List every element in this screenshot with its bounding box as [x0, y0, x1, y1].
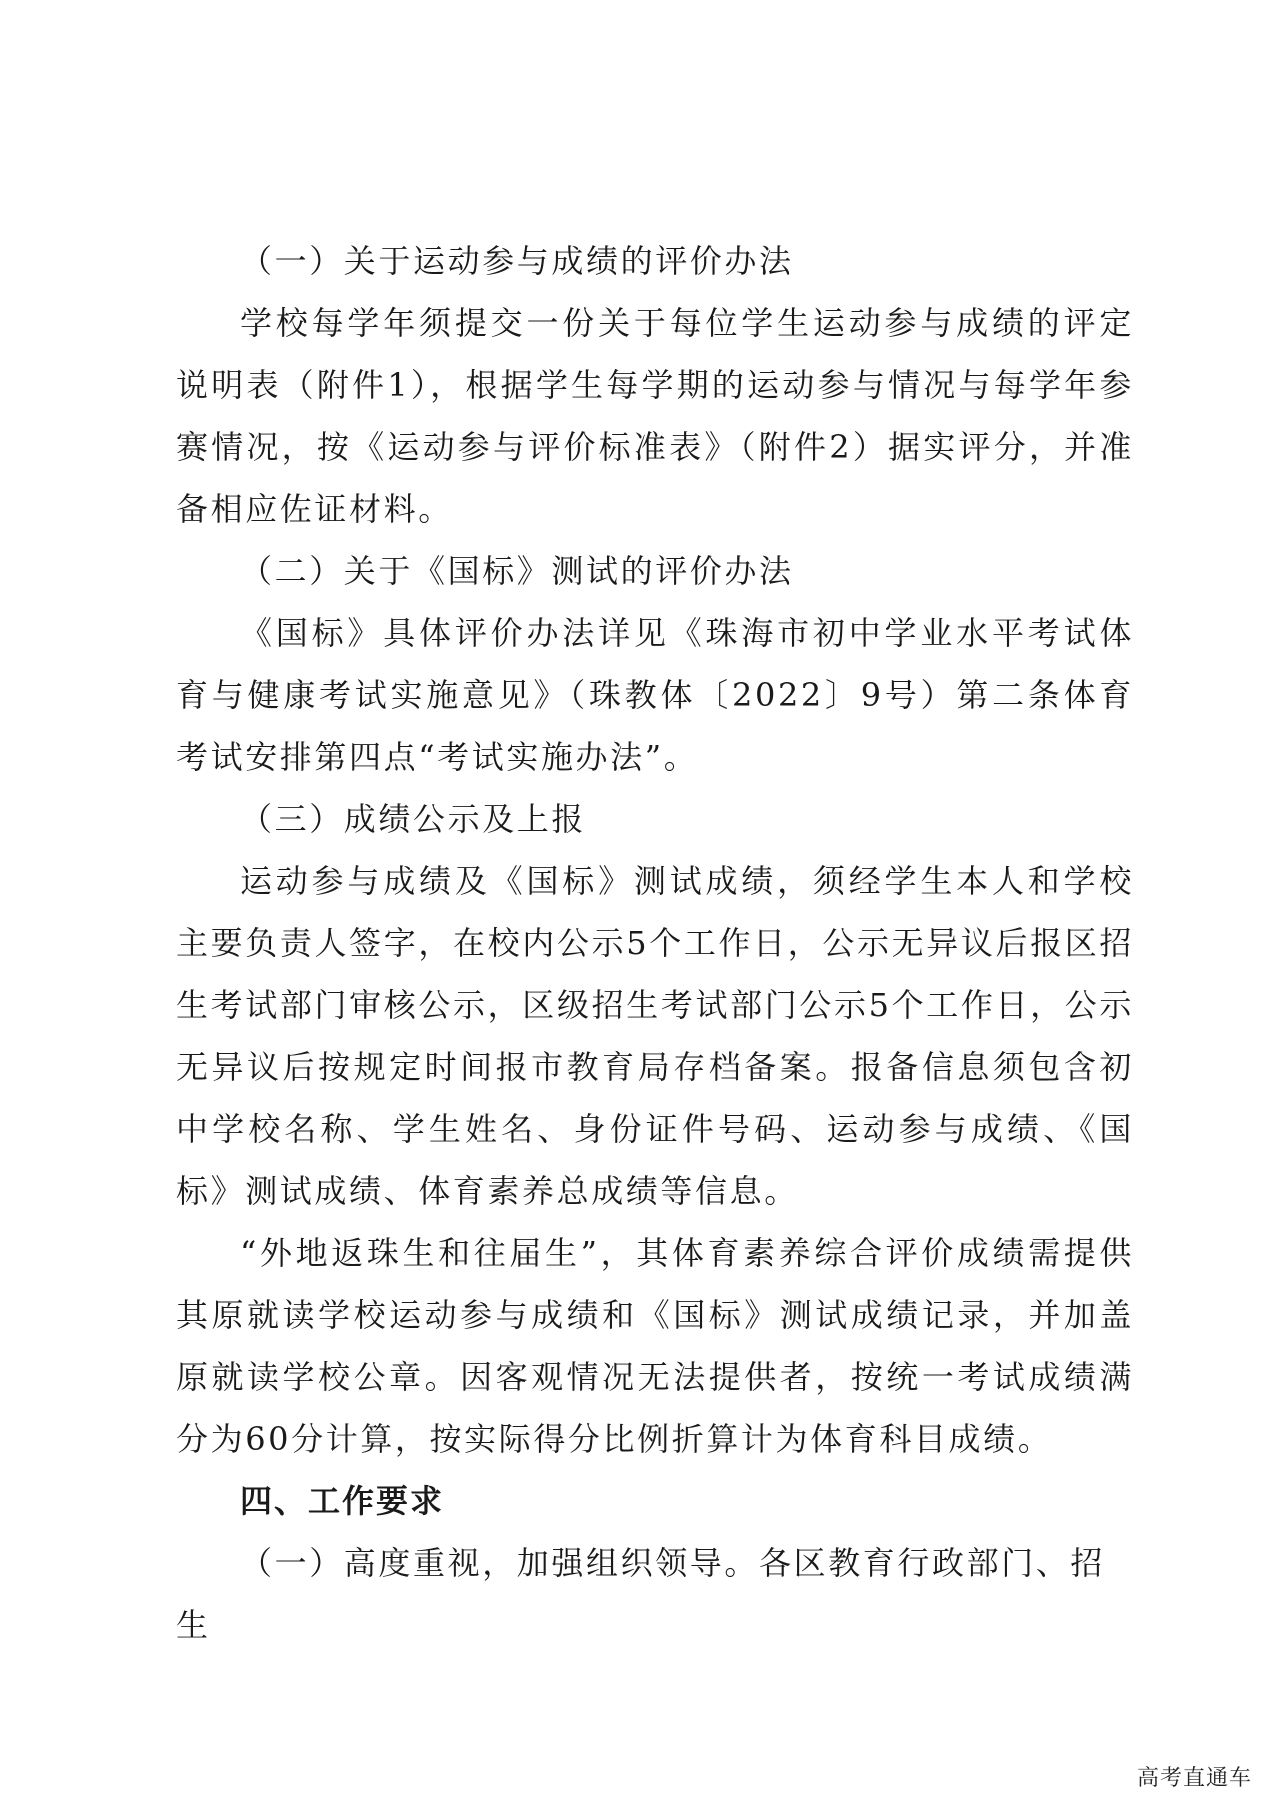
section-heading-work-requirements: 四、工作要求 [240, 1482, 445, 1520]
document-body [176, 230, 1134, 1656]
subheading-score-publicity: （三）成绩公示及上报 [240, 800, 587, 838]
subheading-leadership: （一）高度重视，加强组织领导。各区教育行政部门、招生 [176, 1544, 1106, 1644]
paragraph-returning-students: “外地返珠生和往届生”，其体育素养综合评价成绩需提供其原就读学校运动参与成绩和《国标》测试成绩记录，并加盖原就读学校公章。因客观情况无法提供者，按统一考试成绩满分为60分计算，按实际得分比例折算计为体育科目成绩。 [176, 1234, 1134, 1458]
subheading-sports-participation: （一）关于运动参与成绩的评价办法 [240, 242, 794, 280]
watermark-text: 高考直通车 [1136, 1766, 1252, 1791]
paragraph-sports-participation: 学校每学年须提交一份关于每位学生运动参与成绩的评定说明表（附件1），根据学生每学期的运动参与情况与每学年参赛情况，按《运动参与评价标准表》（附件2）据实评分，并准备相应佐证材料。 [176, 304, 1134, 528]
subheading-national-standard: （二）关于《国标》测试的评价办法 [240, 552, 794, 590]
paragraph-national-standard: 《国标》具体评价办法详见《珠海市初中学业水平考试体育与健康考试实施意见》（珠教体〔2022〕9号）第二条体育考试安排第四点“考试实施办法”。 [176, 614, 1134, 776]
paragraph-score-publicity: 运动参与成绩及《国标》测试成绩，须经学生本人和学校主要负责人签字，在校内公示5个工作日，公示无异议后报区招生考试部门审核公示，区级招生考试部门公示5个工作日，公示无异议后按规定时间报市教育局存档备案。报备信息须包含初中学校名称、学生姓名、身份证件号码、运动参与成绩、《国标》测试成绩、体育素养总成绩等信息。 [176, 862, 1134, 1210]
